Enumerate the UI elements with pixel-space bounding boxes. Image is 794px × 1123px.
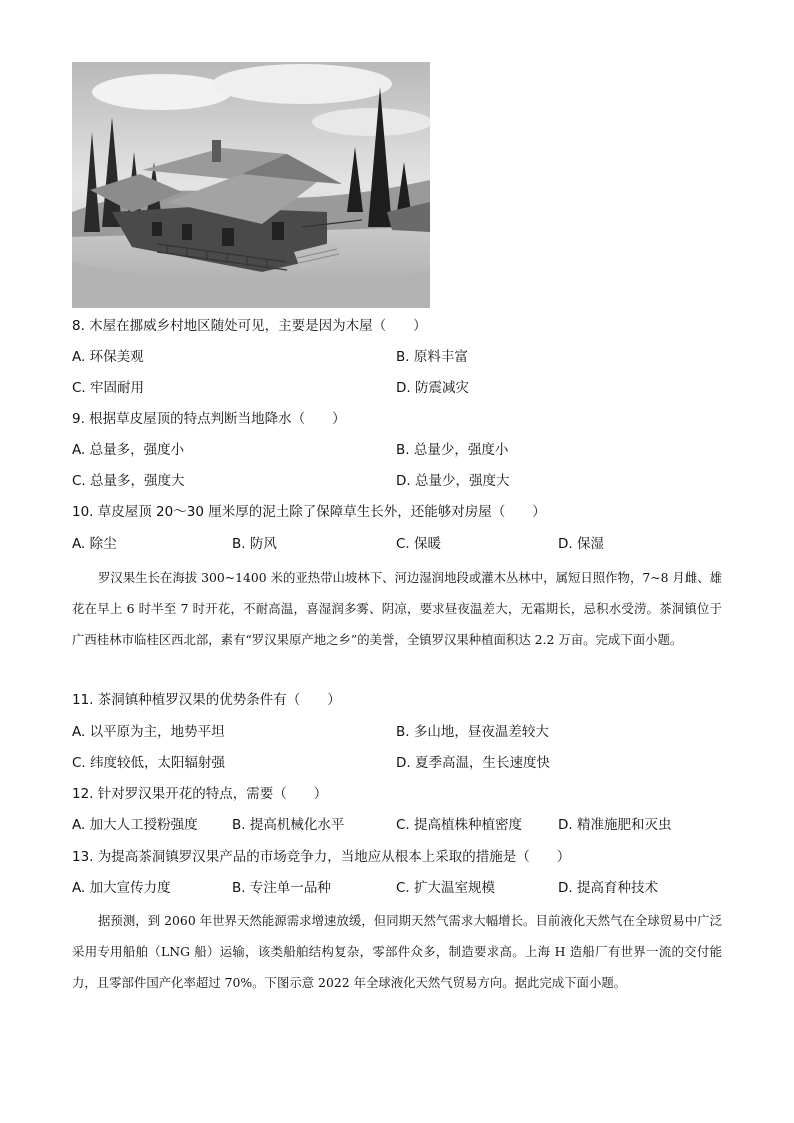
question-13-option-c: C. 扩大温室规模 — [396, 880, 496, 896]
question-11-option-d: D. 夏季高温，生长速度快 — [396, 755, 550, 771]
question-11-stem: 11. 茶洞镇种植罗汉果的优势条件有（ ） — [72, 692, 341, 708]
question-9-stem: 9. 根据草皮屋顶的特点判断当地降水（ ） — [72, 411, 346, 427]
question-10-stem: 10. 草皮屋顶 20～30 厘米厚的泥土除了保障草生长外，还能够对房屋（ ） — [72, 504, 546, 520]
question-13-option-a: A. 加大宣传力度 — [72, 880, 171, 896]
question-12-option-a: A. 加大人工授粉强度 — [72, 817, 198, 833]
question-10-option-a: A. 除尘 — [72, 536, 117, 552]
question-8-option-c: C. 牢固耐用 — [72, 380, 145, 396]
question-9-option-c: C. 总量多，强度大 — [72, 473, 185, 489]
question-12-stem: 12. 针对罗汉果开花的特点，需要（ ） — [72, 786, 328, 802]
question-11-option-a: A. 以平原为主，地势平坦 — [72, 724, 225, 740]
passage-lng: 据预测，到 2060 年世界天然能源需求增速放缓，但同期天然气需求大幅增长。目前液化天然气在全球贸易中广泛采用专用船舶（LNG 船）运输，该类船舶结构复杂，零部件众多，制造要求高。上海 H 造船厂有世界一流的交付能力，且零部件国产化率超过 70%。下图示意 2022 年全球液化天然气贸易方向。据此完成下面小题。 — [72, 913, 722, 990]
question-13-option-d: D. 提高育种技术 — [558, 880, 658, 896]
turf-roof-house-photo — [72, 62, 430, 308]
question-11-option-c: C. 纬度较低，太阳辐射强 — [72, 755, 226, 771]
question-10-option-d: D. 保湿 — [558, 536, 604, 552]
question-8-option-b: B. 原料丰富 — [396, 349, 468, 365]
question-13-stem: 13. 为提高茶洞镇罗汉果产品的市场竞争力，当地应从根本上采取的措施是（ ） — [72, 849, 571, 865]
question-9-option-d: D. 总量少，强度大 — [396, 473, 510, 489]
question-8-option-d: D. 防震减灾 — [396, 380, 469, 396]
question-9-option-b: B. 总量少，强度小 — [396, 442, 509, 458]
question-8-option-a: A. 环保美观 — [72, 349, 144, 365]
question-10-option-c: C. 保暖 — [396, 536, 442, 552]
question-10-option-b: B. 防风 — [232, 536, 277, 552]
passage-luohanguo: 罗汉果生长在海拔 300~1400 米的亚热带山坡林下、河边湿润地段或灌木丛林中，属短日照作物，7~8 月雌、雄花在早上 6 时半至 7 时开花，不耐高温，喜湿润多雾、阴凉，要求昼夜温差大，无霜期长，忌积水受涝。茶洞镇位于广西桂林市临桂区西北部，素有“罗汉果原产地之乡”的美誉，全镇罗汉果种植面积达 2.2 万亩。完成下面小题。 — [72, 570, 722, 647]
question-13-option-b: B. 专注单一品种 — [232, 880, 331, 896]
question-12-option-b: B. 提高机械化水平 — [232, 817, 345, 833]
question-8-stem: 8. 木屋在挪威乡村地区随处可见，主要是因为木屋（ ） — [72, 318, 427, 334]
question-12-option-c: C. 提高植株种植密度 — [396, 817, 523, 833]
question-11-option-b: B. 多山地，昼夜温差较大 — [396, 724, 549, 740]
question-12-option-d: D. 精准施肥和灭虫 — [558, 817, 672, 833]
question-9-option-a: A. 总量多，强度小 — [72, 442, 185, 458]
